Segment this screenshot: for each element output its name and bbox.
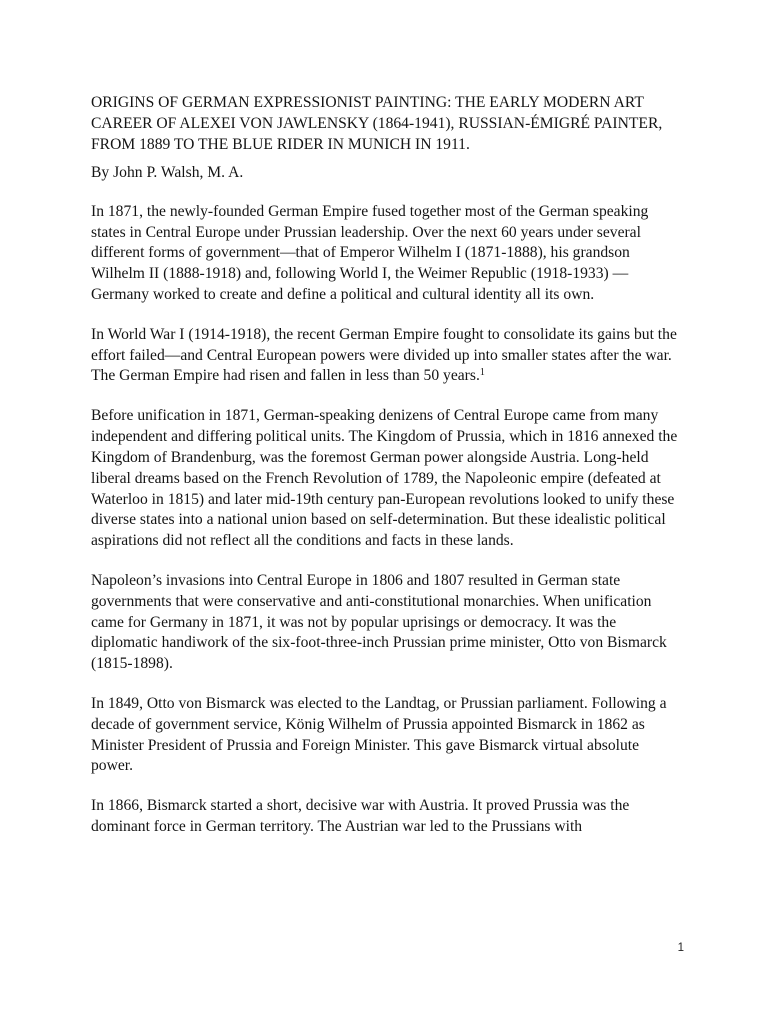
page-number: 1: [677, 942, 684, 954]
paragraph-1: In 1871, the newly-founded German Empire fused together most of the German speaking states in Central Europe under Prussian leadership. Over the next 60 years under several different forms of government—that of Emperor Wilhelm I (1871-1888), his grandson Wilhelm II (1888-1918) and, following World I, the Weimer Republic (1918-1933) —Germany worked to create and define a political and cultural identity all its own.: [91, 202, 649, 304]
paragraph-2: [91, 325, 681, 388]
paragraph-3: Before unification in 1871, German-speaking denizens of Central Europe came from many independent and differing political units. The Kingdom of Prussia, which in 1816 annexed the Kingdom of Brandenburg, was the foremost German power alongside Austria. Long-held liberal dreams based on the French Revolution of 1789, the Napoleonic empire (defeated at Waterloo in 1815) and later mid-19th century pan-European revolutions looked to unify these diverse states into a national union based on self-determination. But these idealistic political aspirations did not reflect all the conditions and facts in these lands.: [91, 406, 678, 550]
footnote-reference: 1: [479, 367, 485, 379]
paragraph-2-text: In World War I (1914-1918), the recent German Empire fought to consolidate its gains but the effort failed—and Central European powers were divided up into smaller states after the war. The German Empire had risen and fallen in less than 50 years.: [91, 325, 677, 385]
paragraph-4: Napoleon’s invasions into Central Europe in 1806 and 1807 resulted in German state governments that were conservative and anti-constitutional monarchies. When unification came for Germany in 1871, it was not by popular uprisings or democracy. It was the diplomatic handiwork of the six-foot-three-inch Prussian prime minister, Otto von Bismarck (1815-1898).: [91, 571, 667, 673]
document-title: ORIGINS OF GERMAN EXPRESSIONIST PAINTING: THE EARLY MODERN ART CAREER OF ALEXEI VON JAWLENSKY (1864-1941), RUSSIAN-ÉMIGRÉ PAINTER, FROM 1889 TO THE BLUE RIDER IN MUNICH IN 1911.: [91, 94, 663, 153]
document-body: [91, 93, 681, 856]
author-byline: By John P. Walsh, M. A.: [91, 163, 244, 181]
paragraph-6: In 1866, Bismarck started a short, decisive war with Austria. It proved Prussia was the dominant force in German territory. The Austrian war led to the Prussians with: [91, 796, 630, 835]
paragraph-5: In 1849, Otto von Bismarck was elected to the Landtag, or Prussian parliament. Following a decade of government service, König Wilhelm of Prussia appointed Bismarck in 1862 as Minister President of Prussia and Foreign Minister. This gave Bismarck virtual absolute power.: [91, 694, 667, 775]
